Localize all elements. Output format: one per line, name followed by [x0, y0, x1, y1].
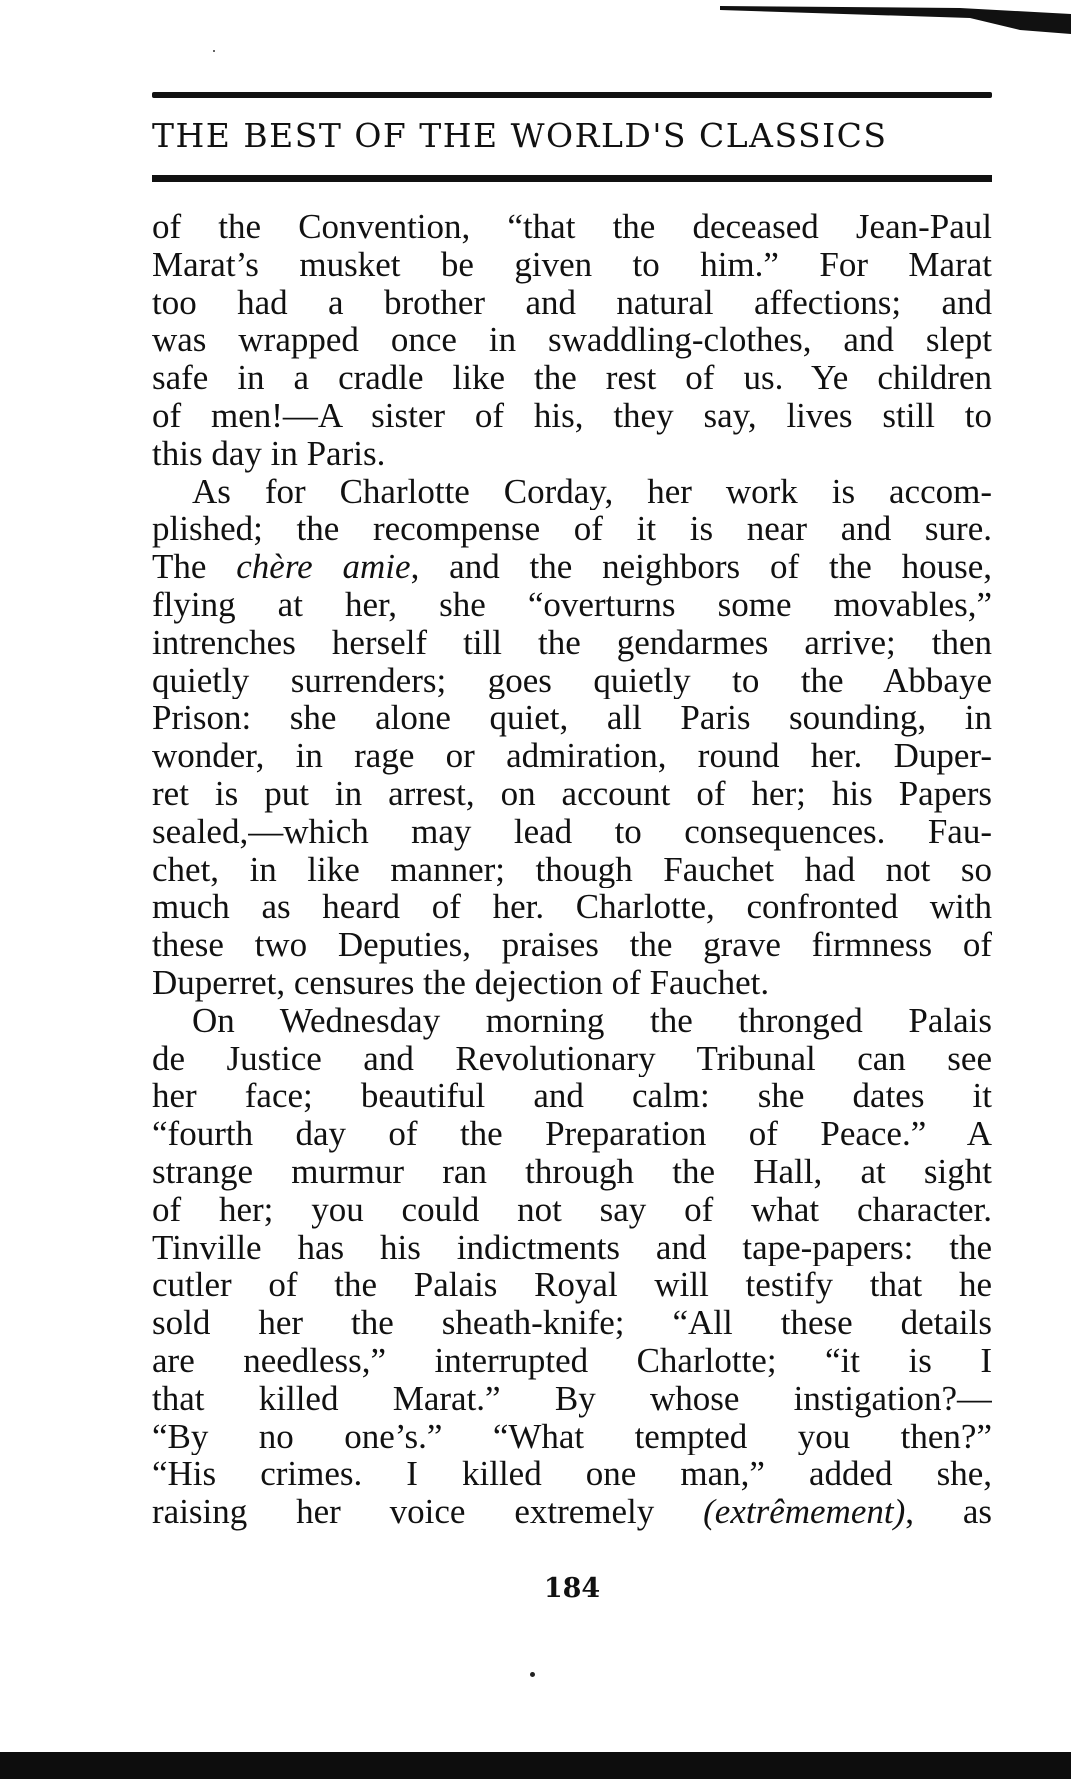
text-line: ret is put in arrest, on account of her; his Papers — [152, 774, 992, 813]
text-line: de Justice and Revolutionary Tribunal can see — [152, 1039, 992, 1078]
text-run: , as — [905, 1493, 992, 1531]
text-line: “His crimes. I killed one man,” added she, — [152, 1455, 992, 1494]
text-line: was wrapped once in swaddling-clothes, and slept — [152, 321, 992, 360]
italic-phrase: chère amie — [236, 548, 411, 586]
text-line: Duperret, censures the dejection of Fauchet. — [152, 963, 770, 1002]
text-line: On Wednesday morning the thronged Palais — [192, 1001, 992, 1040]
italic-phrase: (extrêmement) — [703, 1493, 906, 1531]
text-line: these two Deputies, praises the grave firmness of — [152, 926, 992, 964]
header-rule-top — [152, 92, 992, 98]
text-line: plished; the recompense of it is near and sure. — [152, 510, 992, 549]
scan-bottom-edge — [0, 1752, 1071, 1779]
text-run: The — [152, 548, 237, 586]
text-line: her face; beautiful and calm: she dates it — [152, 1077, 992, 1116]
text-line: safe in a cradle like the rest of us. Ye children — [152, 359, 992, 397]
text-line: too had a brother and natural affections; and — [152, 283, 992, 322]
text-line: much as heard of her. Charlotte, confronted with — [152, 888, 992, 927]
text-line: are needless,” interrupted Charlotte; “it is I — [152, 1341, 992, 1380]
page-number: 184 — [543, 1573, 601, 1604]
text-line: cutler of the Palais Royal will testify that he — [152, 1266, 992, 1305]
text-line: of her; you could not say of what character. — [152, 1190, 992, 1229]
text-line: of the Convention, “that the deceased Jean-Paul — [152, 208, 992, 246]
dust-speck — [213, 50, 215, 52]
text-line: that killed Marat.” By whose instigation?— — [152, 1379, 992, 1418]
text-line: intrenches herself till the gendarmes arrive; then — [152, 623, 992, 662]
text-line: flying at her, she “overturns some movables,” — [152, 585, 992, 624]
text-line: Marat’s musket be given to him.” For Marat — [152, 245, 992, 284]
text-line — [152, 548, 992, 586]
ink-dot — [530, 1672, 535, 1677]
text-run: , and the neighbors of the house, — [410, 548, 992, 586]
text-line: sold her the sheath-knife; “All these details — [152, 1304, 992, 1342]
header-rule-bottom — [152, 175, 992, 182]
text-line: of men!—A sister of his, they say, lives still to — [152, 396, 992, 435]
text-line: sealed,—which may lead to consequences. Fau- — [152, 812, 992, 851]
text-line: this day in Paris. — [152, 434, 386, 473]
text-line: Prison: she alone quiet, all Paris sounding, in — [152, 699, 992, 738]
text-line: quietly surrenders; goes quietly to the Abbaye — [152, 661, 992, 700]
body-text — [152, 208, 992, 1531]
text-line: strange murmur ran through the Hall, at sight — [152, 1152, 992, 1191]
text-line — [152, 1493, 992, 1531]
text-line: chet, in like manner; though Fauchet had not so — [152, 850, 992, 889]
text-run: raising her voice extremely — [152, 1493, 704, 1531]
text-line: wonder, in rage or admiration, round her. Duper- — [152, 737, 992, 775]
text-line: “fourth day of the Preparation of Peace.” A — [152, 1115, 992, 1153]
text-line: “By no one’s.” “What tempted you then?” — [152, 1417, 992, 1456]
page-edge-shadow — [720, 0, 1071, 34]
text-line: As for Charlotte Corday, her work is accom- — [192, 472, 992, 511]
running-head: THE BEST OF THE WORLD'S CLASSICS — [152, 116, 888, 155]
text-line: Tinville has his indictments and tape-papers: the — [152, 1228, 992, 1267]
